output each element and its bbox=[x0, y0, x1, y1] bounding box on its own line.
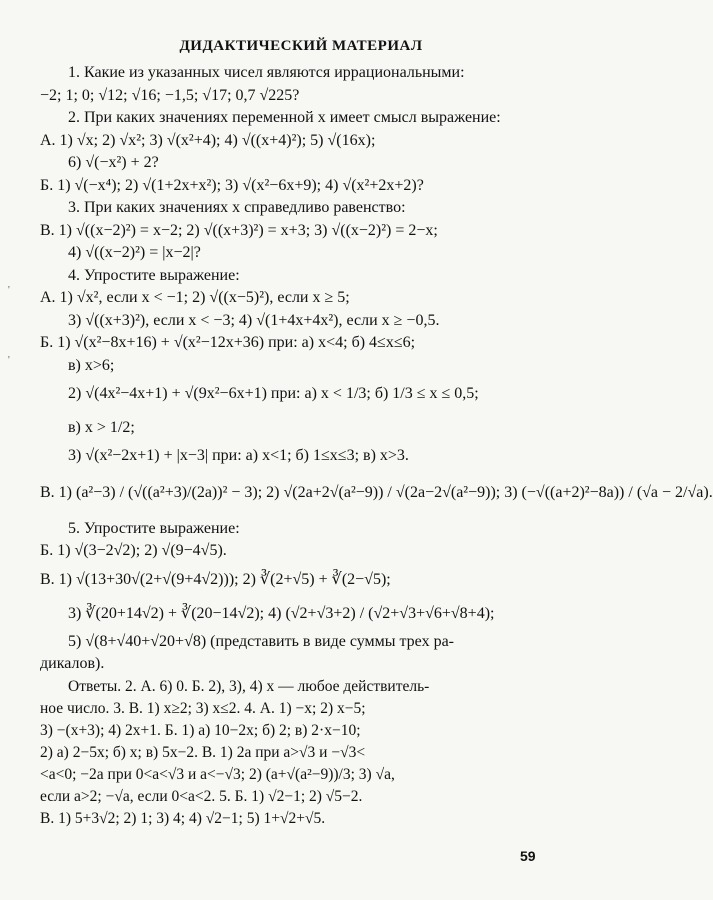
exercise-text bbox=[40, 62, 713, 830]
text-line: 2) √(4x²−4x+1) + √(9x²−6x+1) при: а) x < 1/3; б) 1/3 ≤ x ≤ 0,5; bbox=[68, 385, 479, 402]
text-line: Б. 1) √(3−2√2); 2) √(9−4√5). bbox=[40, 542, 227, 559]
answers-line: если a>2; −√a, если 0<a<2. 5. Б. 1) √2−1; 2) √5−2. bbox=[40, 787, 363, 805]
text-line: А. 1) √x², если x < −1; 2) √((x−5)²), если x ≥ 5; bbox=[40, 289, 350, 306]
answers-line: Ответы. 2. А. 6) 0. Б. 2), 3), 4) x — любое действитель- bbox=[68, 677, 430, 695]
text-line: 3) √((x+3)²), если x < −3; 4) √(1+4x+4x²), если x ≥ −0,5. bbox=[68, 311, 440, 329]
text-line: 2. При каких значениях переменной x имеет смысл выражение: bbox=[68, 109, 501, 126]
text-line: В. 1) √(13+30√(2+√(9+4√2))); 2) ∛(2+√5) + ∛(2−√5); bbox=[40, 570, 391, 588]
text-line: 6) √(−x²) + 2? bbox=[68, 154, 159, 171]
section-title: ДИДАКТИЧЕСКИЙ МАТЕРИАЛ bbox=[179, 38, 423, 54]
answers-line: <a<0; −2a при 0<a<√3 и a<−√3; 2) (a+√(a²−9))/3; 3) √a, bbox=[40, 765, 395, 783]
margin-mark: ' bbox=[8, 355, 10, 366]
text-line: В. 1) √((x−2)²) = x−2; 2) √((x+3)²) = x+3; 3) √((x−2)²) = 2−x; bbox=[40, 221, 438, 239]
text-line: в) x>6; bbox=[68, 356, 115, 374]
text-line: 3) ∛(20+14√2) + ∛(20−14√2); 4) (√2+√3+2) / (√2+√3+√6+√8+4); bbox=[68, 604, 495, 622]
text-line: дикалов). bbox=[40, 655, 105, 672]
text-line: в) x > 1/2; bbox=[68, 419, 135, 436]
answers-line: В. 1) 5+3√2; 2) 1; 3) 4; 4) √2−1; 5) 1+√2+√5. bbox=[40, 809, 326, 827]
text-line: 5. Упростите выражение: bbox=[68, 519, 240, 537]
text-line: 3. При каких значениях x справедливо равенство: bbox=[68, 199, 406, 216]
margin-mark: ' bbox=[8, 285, 10, 296]
text-line: −2; 1; 0; √12; √16; −1,5; √17; 0,7 √225? bbox=[40, 86, 300, 104]
answers-line: 2) а) 2−5x; б) x; в) 5x−2. В. 1) 2a при a>√3 и −√3< bbox=[40, 743, 366, 761]
text-line: 1. Какие из указанных чисел являются иррациональными: bbox=[68, 64, 465, 81]
text-line: 4) √((x−2)²) = |x−2|? bbox=[68, 244, 201, 261]
text-line: 4. Упростите выражение: bbox=[68, 266, 240, 284]
text-line: В. 1) (a²−3) / (√((a²+3)/(2a))² − 3); 2) √(2a+2√(a²−9)) / √(2a−2√(a²−9)); 3) (−√((a+2)²−8a)) / (√a − 2/√a). bbox=[40, 483, 713, 501]
answers-line: ное число. 3. В. 1) x≥2; 3) x≤2. 4. А. 1) −x; 2) x−5; bbox=[40, 699, 366, 717]
page-number: 59 bbox=[520, 848, 536, 864]
text-line: Б. 1) √(−x⁴); 2) √(1+2x+x²); 3) √(x²−6x+9); 4) √(x²+2x+2)? bbox=[40, 176, 424, 194]
text-line: 5) √(8+√40+√20+√8) (представить в виде суммы трех ра- bbox=[68, 632, 454, 650]
answers-line: 3) −(x+3); 4) 2x+1. Б. 1) а) 10−2x; б) 2; в) 2·x−10; bbox=[40, 721, 361, 739]
text-line: А. 1) √x; 2) √x²; 3) √(x²+4); 4) √((x+4)²); 5) √(16x); bbox=[40, 131, 376, 149]
text-line: 3) √(x²−2x+1) + |x−3| при: а) x<1; б) 1≤x≤3; в) x>3. bbox=[68, 447, 409, 464]
text-line: Б. 1) √(x²−8x+16) + √(x²−12x+36) при: а) x<4; б) 4≤x≤6; bbox=[40, 334, 416, 351]
